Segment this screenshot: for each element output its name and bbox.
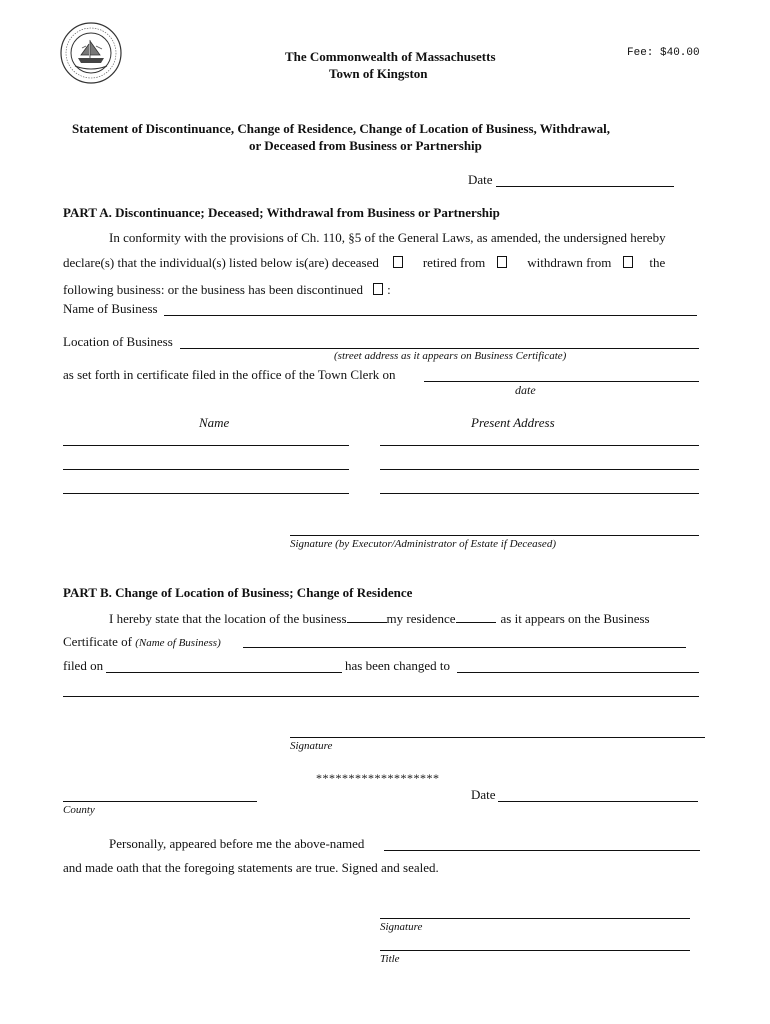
changed-to-field-continued[interactable] (63, 696, 699, 697)
withdrawn-text: withdrawn from (527, 255, 612, 270)
deceased-checkbox[interactable] (393, 256, 403, 268)
retired-text: retired from (422, 255, 486, 270)
name-of-business-field[interactable] (164, 315, 697, 316)
location-text: I hereby state that the location of the business (109, 611, 347, 626)
form-title-line-2: or Deceased from Business or Partnership (249, 138, 482, 153)
changed-to-field[interactable] (457, 672, 699, 673)
name-of-business-label: Name of Business (63, 301, 158, 316)
county-field[interactable] (63, 801, 257, 802)
residence-text: my residence (386, 611, 456, 626)
town-seal (60, 22, 122, 84)
notary-signature-caption: Signature (380, 921, 423, 933)
changed-to-label: has been changed to (345, 658, 451, 673)
deceased-text: declare(s) that the individual(s) listed below is(are) deceased (63, 255, 379, 270)
filed-on-label: filed on (63, 658, 104, 673)
header-line-2: Town of Kingston (329, 66, 428, 81)
certificate-of-line (63, 634, 221, 650)
part-a-heading: PART A. Discontinuance; Deceased; Withdrawal from Business or Partnership (63, 205, 500, 220)
executor-signature-caption: Signature (by Executor/Administrator of Estate if Deceased) (290, 538, 556, 550)
name-field-1[interactable] (63, 445, 349, 446)
the-text: the (649, 255, 666, 270)
oath-text: and made oath that the foregoing statements are true. Signed and sealed. (63, 860, 439, 875)
header-line-1: The Commonwealth of Massachusetts (285, 49, 496, 64)
as-appears-text: as it appears on the Business (500, 611, 650, 626)
notary-title-caption: Title (380, 953, 400, 965)
colon: : (387, 282, 391, 297)
present-address-column-header: Present Address (471, 415, 555, 430)
retired-checkbox[interactable] (497, 256, 507, 268)
part-a-para-2 (63, 255, 665, 271)
part-a-para-1: In conformity with the provisions of Ch. 110, §5 of the General Laws, as amended, the undersigned hereby (109, 230, 666, 245)
part-b-heading: PART B. Change of Location of Business; Change of Residence (63, 585, 413, 600)
set-forth-text: as set forth in certificate filed in the office of the Town Clerk on (63, 367, 396, 382)
name-of-business-hint: (Name of Business) (135, 637, 221, 649)
part-a-para-3 (63, 282, 391, 298)
street-address-caption: (street address as it appears on Business Certificate) (334, 350, 567, 362)
certificate-name-field[interactable] (243, 647, 686, 648)
withdrawn-checkbox[interactable] (623, 256, 633, 268)
address-field-2[interactable] (380, 469, 699, 470)
name-field-3[interactable] (63, 493, 349, 494)
location-of-business-label: Location of Business (63, 334, 173, 349)
certificate-date-field[interactable] (424, 381, 699, 382)
notary-date-field[interactable] (498, 801, 698, 802)
top-date-label: Date (468, 172, 493, 187)
date-caption: date (515, 383, 536, 397)
residence-blank[interactable] (456, 610, 496, 623)
discontinued-checkbox[interactable] (373, 283, 383, 295)
seal-icon (60, 22, 122, 84)
address-field-1[interactable] (380, 445, 699, 446)
above-named-field[interactable] (384, 850, 700, 851)
form-title-line-1: Statement of Discontinuance, Change of Residence, Change of Location of Business, Withdrawal, (72, 121, 610, 136)
filed-on-field[interactable] (106, 672, 342, 673)
part-b-signature-field[interactable] (290, 737, 705, 738)
part-b-signature-caption: Signature (290, 740, 333, 752)
notary-signature-field[interactable] (380, 918, 690, 919)
location-of-business-field[interactable] (180, 348, 699, 349)
name-field-2[interactable] (63, 469, 349, 470)
address-field-3[interactable] (380, 493, 699, 494)
top-date-field[interactable] (496, 186, 674, 187)
fee-label: Fee: $40.00 (627, 47, 700, 59)
notary-date-label: Date (471, 787, 496, 802)
location-blank[interactable] (347, 610, 387, 623)
notary-title-field[interactable] (380, 950, 690, 951)
certificate-of-text: Certificate of (63, 634, 132, 649)
discontinued-text: following business: or the business has been discontinued (63, 282, 364, 297)
part-b-para-1 (109, 610, 650, 627)
executor-signature-field[interactable] (290, 535, 699, 536)
personally-appeared-text: Personally, appeared before me the above-named (109, 836, 365, 851)
separator-stars: ******************* (316, 771, 440, 785)
name-column-header: Name (199, 415, 230, 430)
county-caption: County (63, 804, 95, 816)
